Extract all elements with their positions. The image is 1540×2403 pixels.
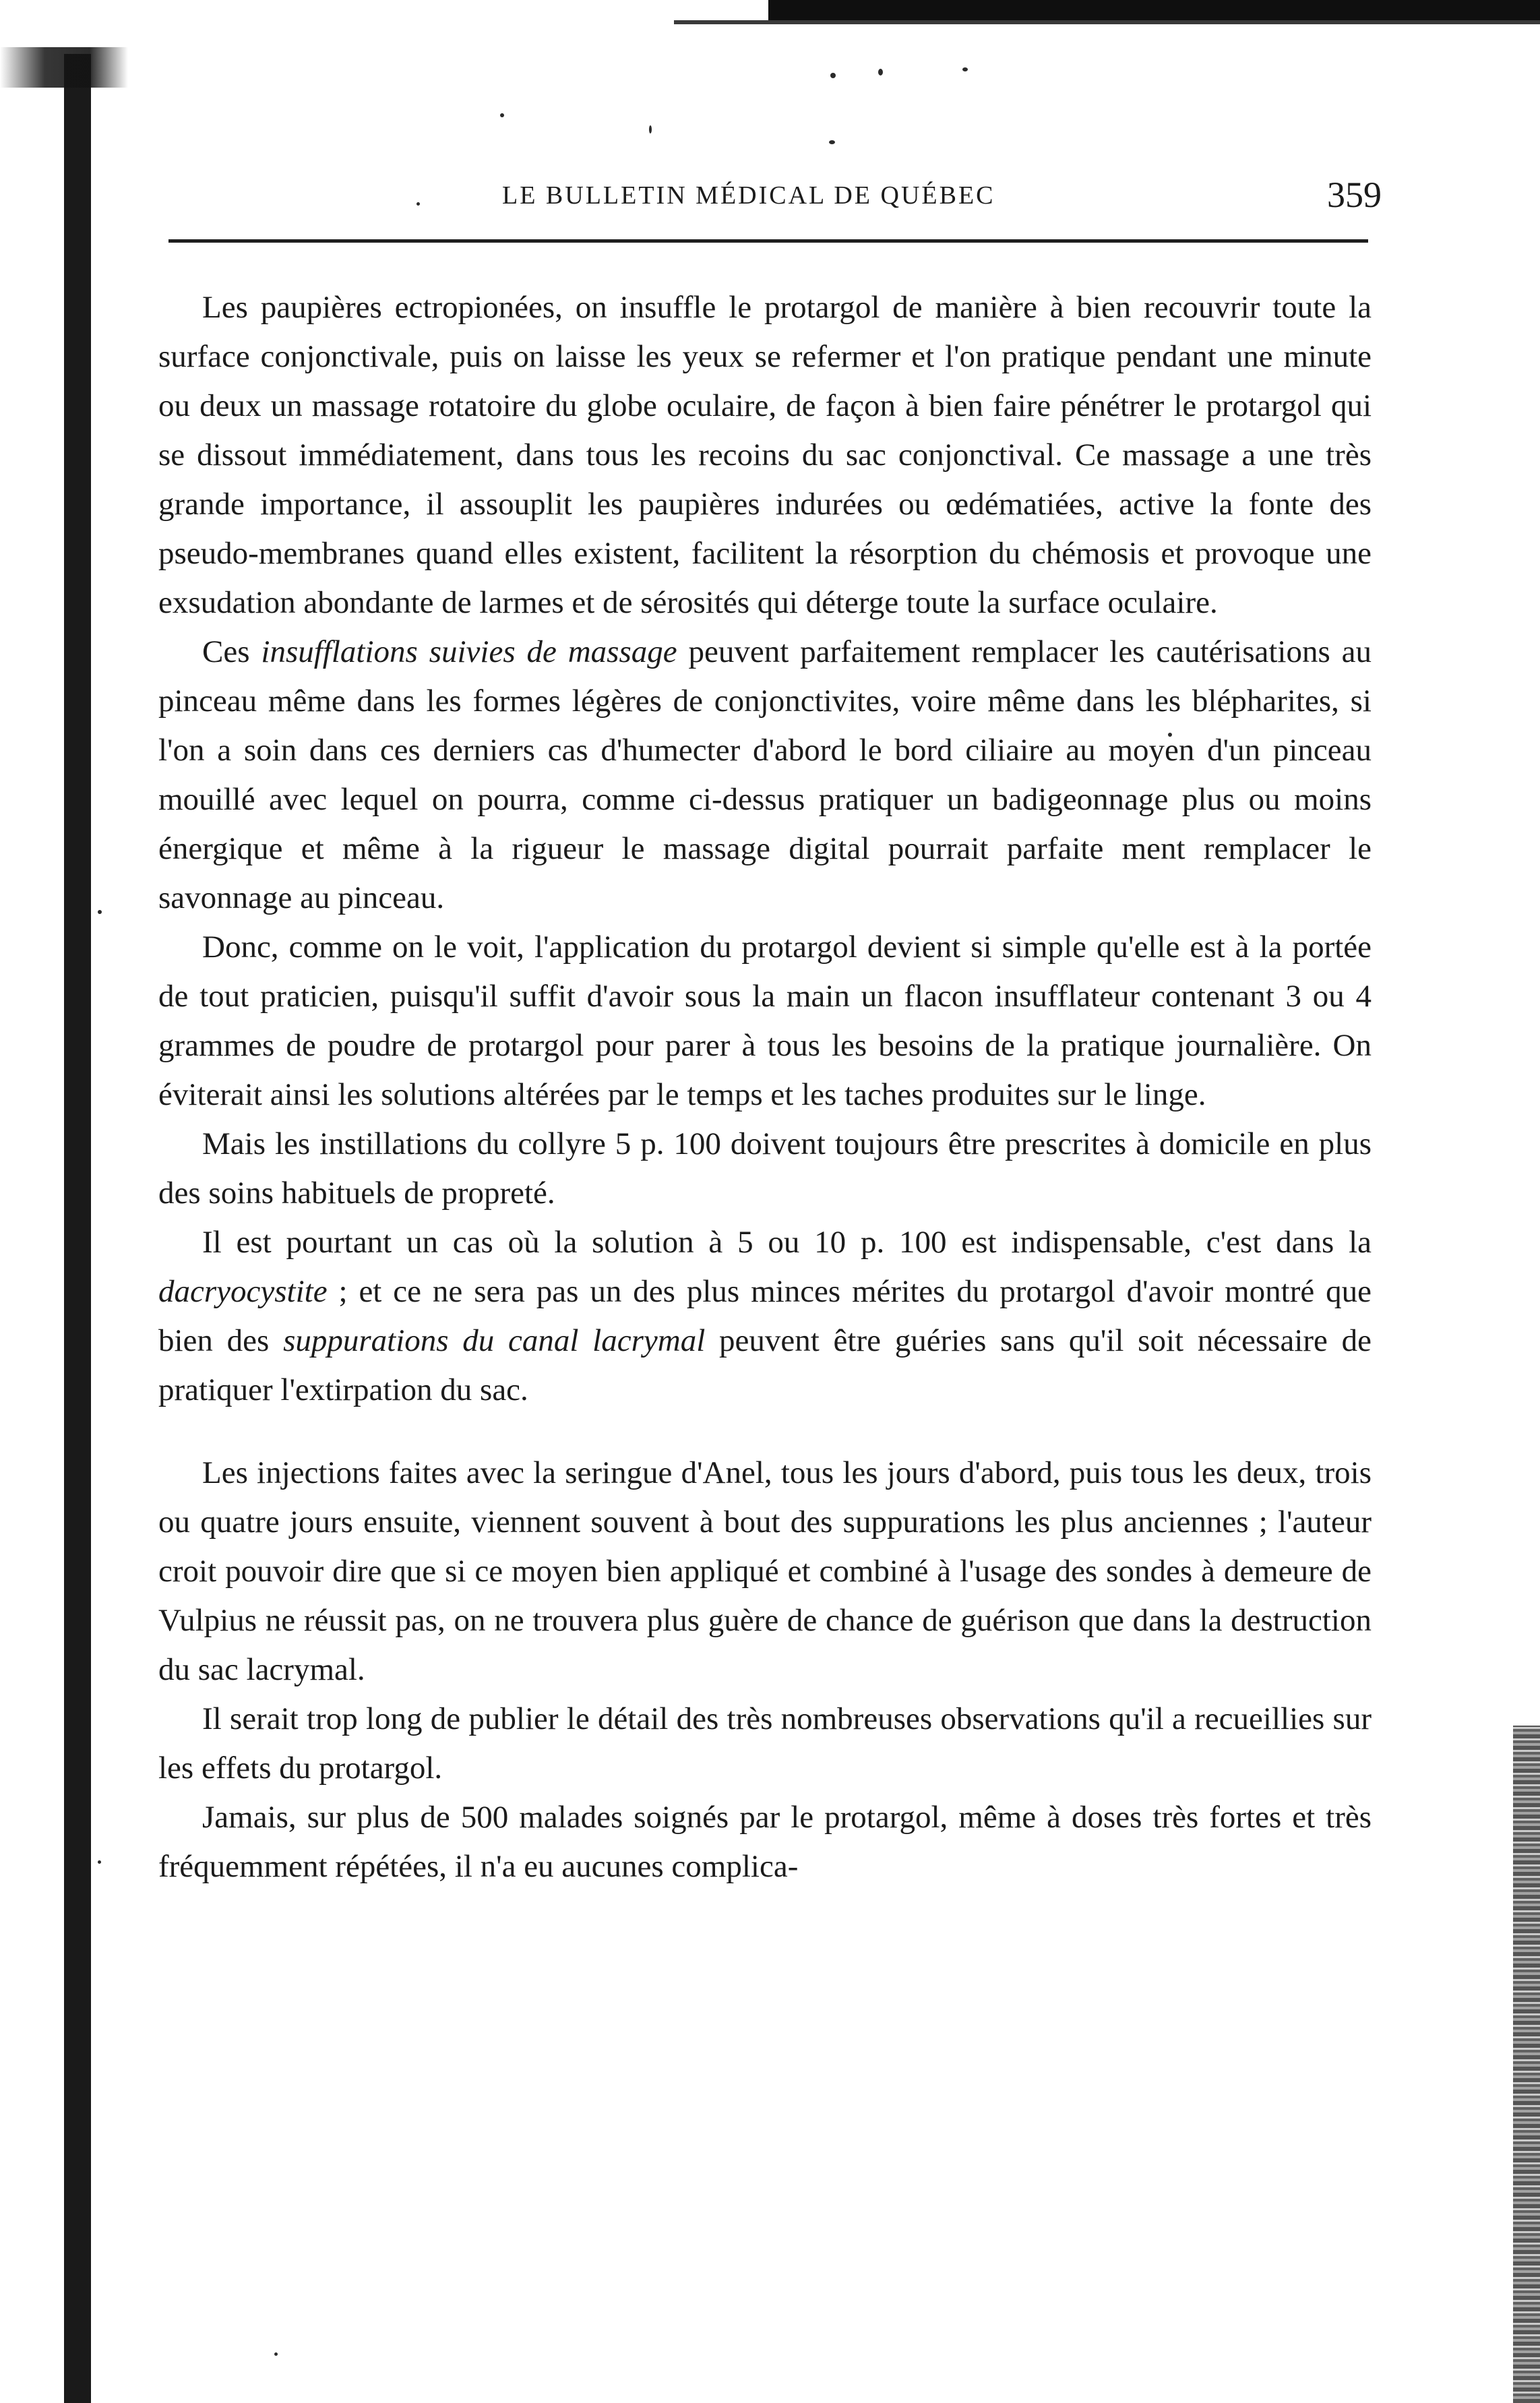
scan-speck [649,125,652,133]
paragraph-3 [158,923,1372,1120]
paragraph-text: Il serait trop long de publier le détail des très nombreuses observations qu'il a recueillies sur les effets du protargol. [158,1701,1372,1786]
paragraph-8 [158,1793,1372,1891]
scan-edge-left [64,54,91,2403]
scan-speck [417,202,420,206]
paragraph-text: Mais les instillations du collyre 5 p. 100 doivent toujours être prescrites à domicile en plus des soins habituels de propreté. [158,1126,1372,1211]
paragraph-text: peuvent parfaitement remplacer les cautérisations au pinceau même dans les formes légères de conjonctivites, voire même dans les blépharites, si l'on a soin dans ces derniers cas d'humecter d'abord le bord ciliaire au moyen d'un pinceau mouillé avec lequel on pourra, comme ci-dessus pratiquer un badigeonnage plus ou moins énergique et même à la rigueur le massage digital pourrait parfaite ment remplacer le savonnage au pinceau. [158,634,1372,915]
paragraph-text: Ces [202,634,261,669]
paragraph-text: peuvent être guéries sans qu'il soit nécessaire de pratiquer l'extirpation du sac. [158,1323,1372,1407]
scan-edge-top-thin [674,20,1540,24]
paragraph-1 [158,283,1372,628]
paragraph-7 [158,1695,1372,1793]
scan-speck [98,910,102,914]
page-number: 359 [1327,175,1382,215]
paragraph-text: Donc, comme on le voit, l'application du protargol devient si simple qu'elle est à la portée de tout praticien, puisqu'il suffit d'avoir sous la main un flacon insufflateur contenant 3 ou 4 grammes de poudre de protargol pour parer à tous les besoins de la pratique journalière. On éviterait ainsi les solutions altérées par le temps et les taches produites sur le linge. [158,930,1372,1112]
paragraph-text: ; et ce ne sera pas un des plus minces mérites du protargol d'avoir montré que bien des [158,1274,1372,1358]
italic-term: dacryocystite [158,1274,328,1309]
paragraph-text: Jamais, sur plus de 500 malades soignés par le protargol, même à doses très fortes et très fréquemment répétées, il n'a eu aucunes complica- [158,1800,1372,1884]
scan-edge-top [768,0,1540,20]
scan-edge-right [1513,1726,1540,2403]
scan-speck [829,140,835,144]
italic-phrase: suppurations du canal lacrymal [283,1323,706,1358]
paragraph-text: Les paupières ectropionées, on insuffle le protargol de manière à bien recouvrir toute la surface conjonctivale, puis on laisse les yeux se refermer et l'on pratique pendant une minute ou deux un massage rotatoire du globe oculaire, de façon à bien faire pénétrer le protargol qui se dissout immédiatement, dans tous les recoins du sac conjonctival. Ce massage a une très grande importance, il assouplit les paupières indurées ou œdématiées, active la fonte des pseudo-membranes quand elles existent, facilitent la résorption du chémosis et provoque une exsudation abondante de larmes et de sérosités qui déterge toute la surface oculaire. [158,290,1372,620]
paragraph-text: Il est pourtant un cas où la solution à 5 ou 10 p. 100 est indispensable, c'est dans la [202,1225,1372,1260]
paragraph-5 [158,1218,1372,1415]
body-text [158,283,1372,1891]
running-title: LE BULLETIN MÉDICAL DE QUÉBEC [502,181,995,210]
paragraph-2 [158,628,1372,923]
scan-speck [500,113,504,117]
scan-speck [830,73,836,78]
paragraph-4 [158,1120,1372,1218]
scan-speck [962,67,968,71]
scan-speck [878,69,883,75]
scan-edge-frayed [0,47,128,88]
running-head [465,174,1382,221]
italic-phrase: insufflations suivies de massage [261,634,677,669]
header-rule [168,239,1368,243]
scan-speck [98,1860,101,1864]
paragraph-text: Les injections faites avec la seringue d'Anel, tous les jours d'abord, puis tous les deux, trois ou quatre jours ensuite, viennent souvent à bout des suppurations les plus anciennes ; l'auteur croit pouvoir dire que si ce moyen bien appliqué et combiné à l'usage des sondes à demeure de Vulpius ne réussit pas, on ne trouvera plus guère de chance de guérison que dans la destruction du sac lacrymal. [158,1455,1372,1687]
paragraph-6 [158,1449,1372,1695]
scan-speck [274,2352,278,2356]
